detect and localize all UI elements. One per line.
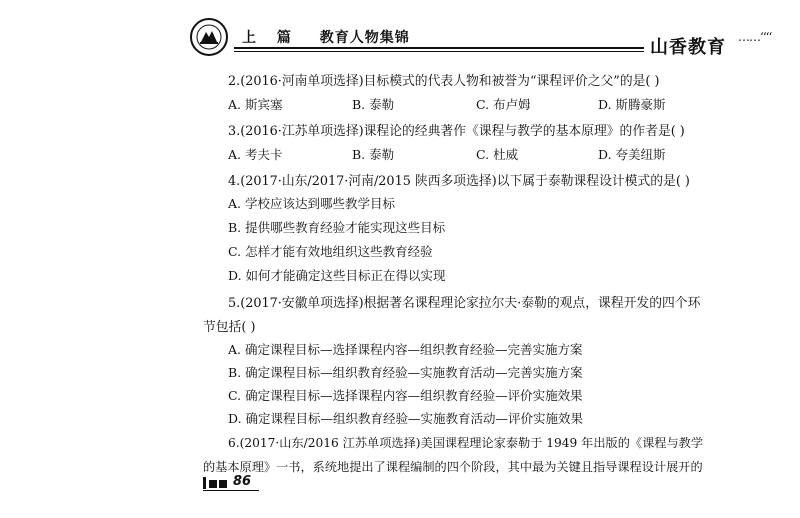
option-b: B. 泰勒 bbox=[352, 147, 395, 162]
brand-ornament: ……‘‘‘‘ bbox=[738, 30, 772, 44]
school-seal-icon bbox=[190, 18, 228, 56]
header-section: 篇 bbox=[276, 30, 292, 46]
option-a: A. 斯宾塞 bbox=[228, 97, 283, 112]
question-2-options bbox=[228, 95, 708, 111]
header-part: 上 bbox=[242, 30, 257, 46]
footer-square bbox=[219, 480, 227, 488]
question-3-options bbox=[228, 145, 708, 161]
question-4-option-c: C. 怎样才能有效地组织这些教育经验 bbox=[228, 244, 433, 259]
question-2-stem: 2.(2016·河南单项选择)目标模式的代表人物和被誉为“课程评价之父”的是( ) bbox=[228, 74, 660, 89]
option-b: B. 泰勒 bbox=[352, 97, 395, 112]
header-chapter-title: 教育人物集锦 bbox=[319, 30, 410, 46]
question-4-option-b: B. 提供哪些教育经验才能实现这些目标 bbox=[228, 220, 446, 235]
header-title bbox=[242, 27, 410, 47]
option-d: D. 斯腾豪斯 bbox=[598, 97, 666, 112]
question-4-option-d: D. 如何才能确定这些目标正在得以实现 bbox=[228, 268, 446, 283]
question-4-stem: 4.(2017·山东/2017·河南/2015 陕西多项选择)以下属于泰勒课程设计模式的是( ) bbox=[228, 174, 690, 189]
option-a: A. 考夫卡 bbox=[228, 147, 283, 162]
footer-ornament bbox=[203, 477, 206, 489]
page-number: 86 bbox=[233, 474, 252, 489]
option-d: D. 夸美纽斯 bbox=[598, 147, 666, 162]
header-rule bbox=[234, 47, 644, 49]
page-header bbox=[190, 18, 770, 56]
question-5-option-a: A. 确定课程目标—选择课程内容—组织教育经验—完善实施方案 bbox=[228, 342, 583, 357]
option-c: C. 杜威 bbox=[476, 147, 519, 162]
header-rule-thin bbox=[234, 51, 644, 52]
question-5-option-d: D. 确定课程目标—组织教育经验—实施教育活动—评价实施效果 bbox=[228, 411, 584, 426]
question-3-stem: 3.(2016·江苏单项选择)课程论的经典著作《课程与教学的基本原理》的作者是( ) bbox=[228, 124, 685, 139]
question-6-stem-line-2: 的基本原理》一书，系统地提出了课程编制的四个阶段，其中最为关键且指导课程设计展开的 bbox=[203, 460, 703, 474]
question-5-option-c: C. 确定课程目标—选择课程内容—组织教育经验—评价实施效果 bbox=[228, 388, 583, 403]
question-5-option-b: B. 确定课程目标—组织教育经验—实施教育活动—完善实施方案 bbox=[228, 365, 583, 380]
footer-rule bbox=[203, 490, 259, 491]
question-5-stem-line-1: 5.(2017·安徽单项选择)根据著名课程理论家拉尔夫·泰勒的观点，课程开发的四个环 bbox=[228, 296, 701, 311]
question-6-stem-line-1: 6.(2017·山东/2016 江苏单项选择)美国课程理论家泰勒于 1949 年出版的《课程与教学 bbox=[228, 436, 704, 450]
page-footer bbox=[203, 474, 323, 490]
brand-name: 山香教育 bbox=[650, 37, 726, 58]
footer-square bbox=[209, 480, 217, 488]
question-4-option-a: A. 学校应该达到哪些教学目标 bbox=[228, 196, 395, 211]
question-5-stem-line-2: 节包括( ) bbox=[203, 320, 256, 335]
option-c: C. 布卢姆 bbox=[476, 97, 531, 112]
